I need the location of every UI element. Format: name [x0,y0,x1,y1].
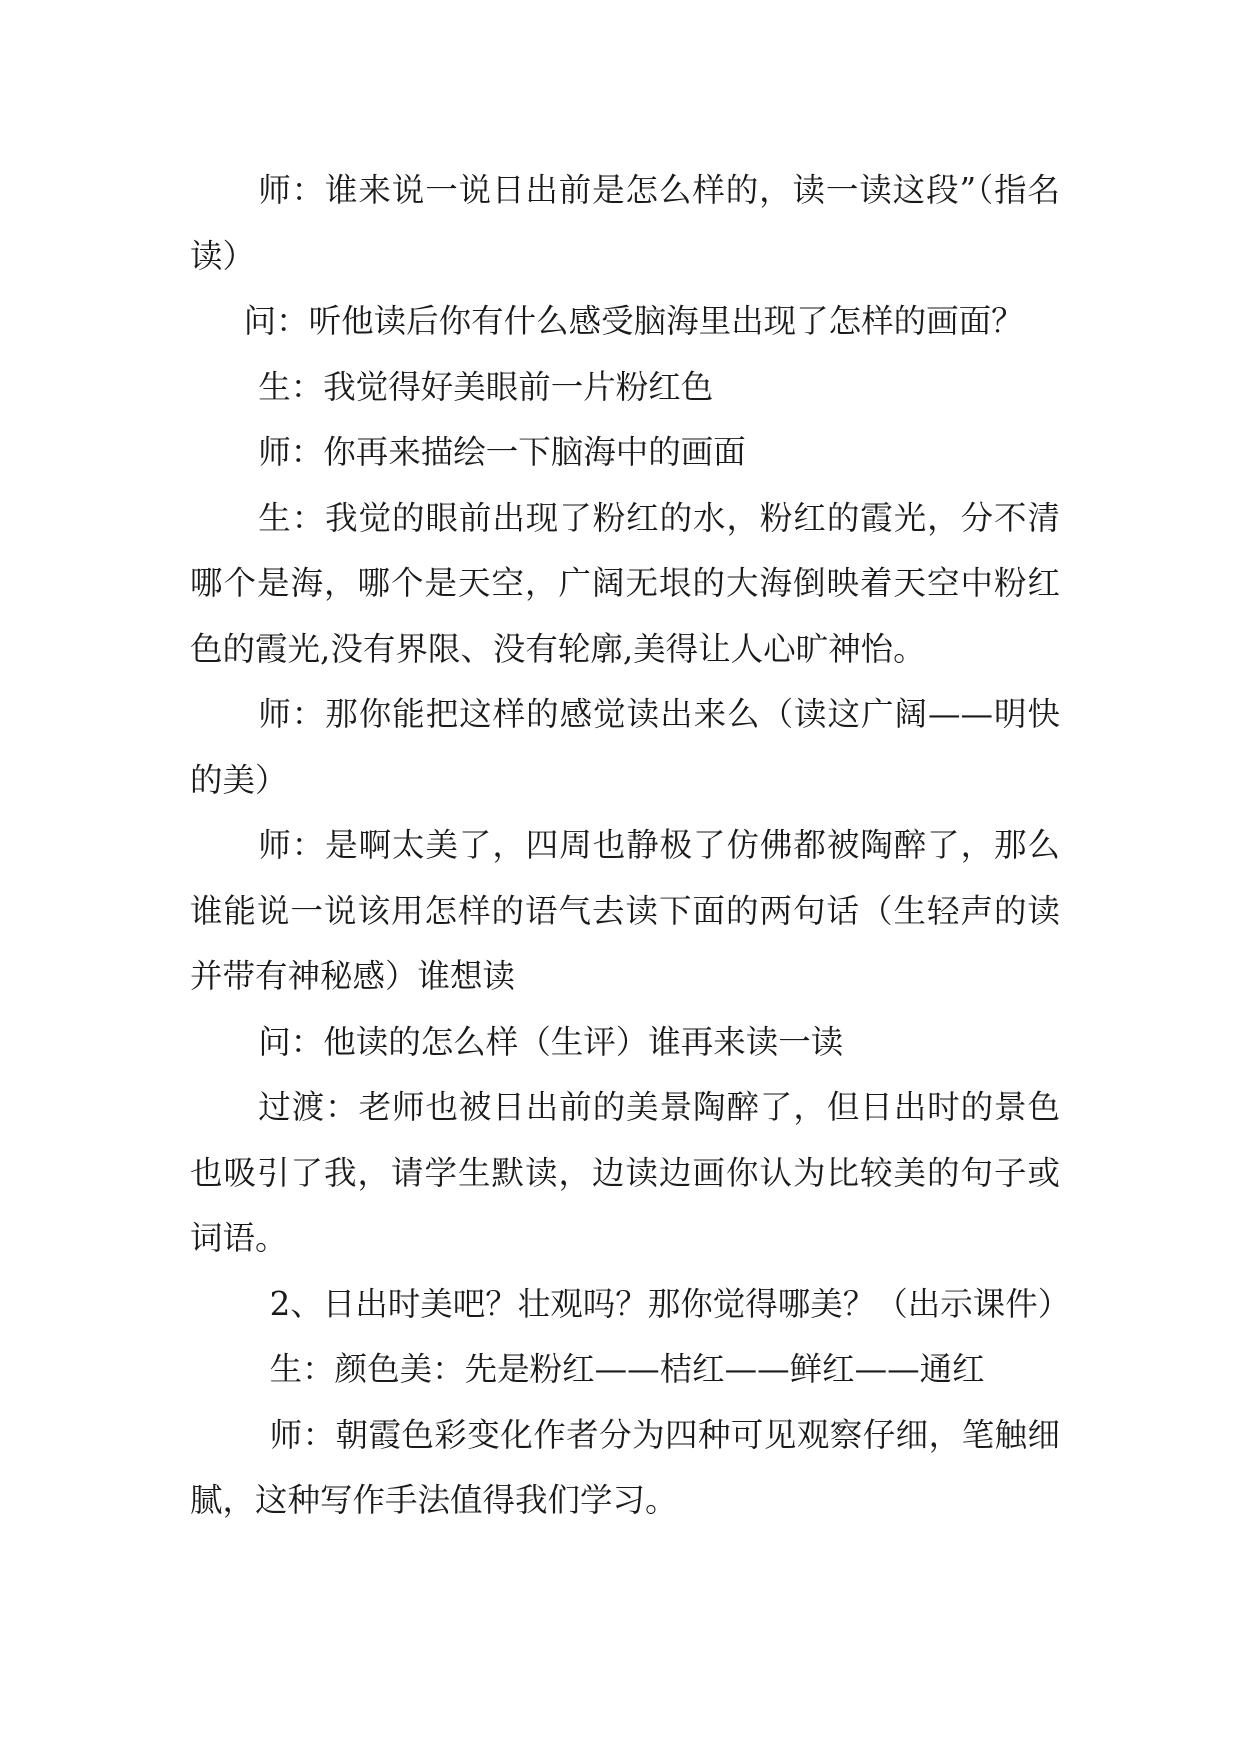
paragraph-6: 师：那你能把这样的感觉读出来么（读这广阔——明快的美） [190,695,1060,799]
paragraph-2: 问：听他读后你有什么感受脑海里出现了怎样的画面？ [243,302,1024,340]
paragraph-5: 生：我觉的眼前出现了粉红的水，粉红的霞光，分不清哪个是海，哪个是天空，广阔无垠的大海倒映着天空中粉红色的霞光,没有界限、没有轮廓,美得让人心旷神怡。 [190,498,1060,668]
paragraph-8: 问：他读的怎么样（生评）谁再来读一读 [258,1022,844,1061]
paragraph-4: 师：你再来描绘一下脑海中的画面 [258,433,746,471]
paragraph-7: 师：是啊太美了，四周也静极了仿佛都被陶醉了，那么谁能说一说该用怎样的语气去读下面的两句话（生轻声的读并带有神秘感）谁想读 [190,826,1060,995]
paragraph-3: 生：我觉得好美眼前一片粉红色 [258,367,714,406]
paragraph-1: 师：谁来说一说日出前是怎么样的，读一读这段”（指名读） [190,171,1060,275]
paragraph-10: 2、日出时美吧？壮观吗？那你觉得哪美？（出示课件） [269,1284,1071,1323]
paragraph-9: 过渡：老师也被日出前的美景陶醉了，但日出时的景色也吸引了我，请学生默读，边读边画你认为比较美的句子或词语。 [190,1088,1060,1257]
document-body [190,158,1071,1534]
paragraph-12: 师：朝霞色彩变化作者分为四种可见观察仔细，笔触细腻，这种写作手法值得我们学习。 [190,1415,1060,1519]
paragraph-11: 生：颜色美：先是粉红——桔红——鲜红——通红 [269,1350,985,1388]
